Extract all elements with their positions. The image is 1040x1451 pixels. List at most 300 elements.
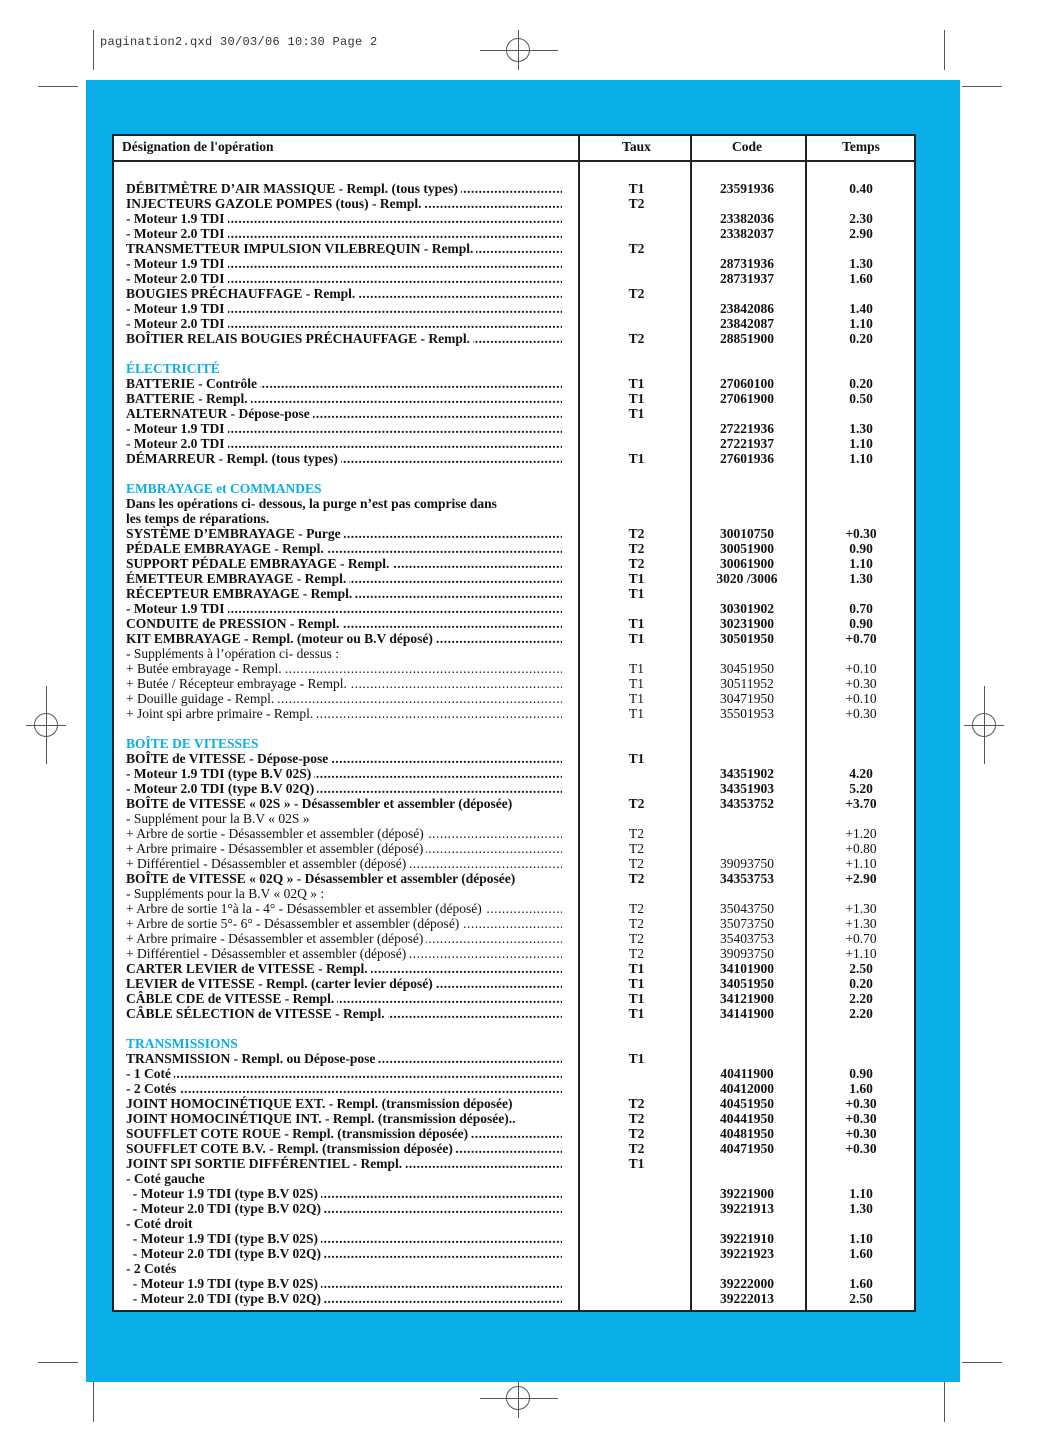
table-row bbox=[114, 706, 914, 721]
table-row bbox=[114, 301, 914, 316]
operations-table bbox=[112, 134, 916, 1312]
operation-designation: RÉCEPTEUR EMBRAYAGE - Rempl. ..... bbox=[126, 586, 562, 601]
cell-temps: +0.30 bbox=[845, 526, 877, 541]
cell-code: 39093750 bbox=[720, 856, 774, 871]
cell-code: 40451950 bbox=[720, 1096, 774, 1111]
operation-designation: - Moteur 2.0 TDI (type B.V 02Q) ..... bbox=[126, 781, 562, 796]
crop-mark bbox=[964, 725, 1004, 726]
operation-designation: SUPPORT PÉDALE EMBRAYAGE - Rempl. ..... bbox=[126, 556, 562, 571]
table-row bbox=[114, 451, 914, 466]
cell-taux: T2 bbox=[629, 826, 644, 841]
cell-taux: T1 bbox=[628, 616, 645, 631]
cell-code: 39221900 bbox=[720, 1186, 774, 1201]
operation-designation: JOINT HOMOCINÉTIQUE INT. - Rempl. (transmission déposée).. bbox=[126, 1111, 562, 1126]
operation-designation: CÂBLE CDE de VITESSE - Rempl. ..... bbox=[126, 991, 562, 1006]
operation-designation: + Arbre primaire - Désassembler et assembler (déposé) ..... bbox=[126, 931, 562, 946]
cell-temps: 1.40 bbox=[849, 301, 873, 316]
table-row bbox=[114, 421, 914, 436]
cell-code: 30231900 bbox=[720, 616, 774, 631]
cell-code: 34351902 bbox=[720, 766, 774, 781]
operation-designation: Dans les opérations ci- dessous, la purge n’est pas comprise dans bbox=[126, 496, 562, 511]
table-row bbox=[114, 1081, 914, 1096]
operation-designation: BOÎTE de VITESSE « 02S » - Désassembler et assembler (déposée) bbox=[126, 796, 562, 811]
operation-designation: + Arbre de sortie 1°à la - 4° - Désassembler et assembler (déposé) ..... bbox=[126, 901, 562, 916]
cell-temps: 5.20 bbox=[849, 781, 873, 796]
table-row bbox=[114, 946, 914, 961]
operation-designation: ÉMETTEUR EMBRAYAGE - Rempl. ..... bbox=[126, 571, 562, 586]
section-heading bbox=[114, 1036, 914, 1051]
cell-code: 34351903 bbox=[720, 781, 774, 796]
operation-designation: - Moteur 1.9 TDI ..... bbox=[126, 211, 562, 226]
cell-temps: +0.30 bbox=[845, 1141, 877, 1156]
table-row bbox=[114, 286, 914, 301]
cell-temps: 1.30 bbox=[849, 256, 873, 271]
cell-temps: +1.30 bbox=[845, 901, 877, 916]
cell-taux: T2 bbox=[629, 856, 644, 871]
cell-code: 40441950 bbox=[720, 1111, 774, 1126]
section-heading bbox=[114, 361, 914, 376]
cell-taux: T2 bbox=[629, 946, 644, 961]
cell-taux: T2 bbox=[629, 901, 644, 916]
cell-temps: 4.20 bbox=[849, 766, 873, 781]
operation-designation: JOINT HOMOCINÉTIQUE EXT. - Rempl. (transmission déposée) bbox=[126, 1096, 562, 1111]
table-header bbox=[114, 136, 914, 162]
cell-temps: +0.30 bbox=[845, 1111, 877, 1126]
cell-temps: 2.50 bbox=[849, 961, 873, 976]
cell-taux: T1 bbox=[628, 451, 645, 466]
operation-designation: - Moteur 1.9 TDI ..... bbox=[126, 421, 562, 436]
cell-taux: T1 bbox=[628, 391, 645, 406]
cell-taux: T1 bbox=[628, 961, 645, 976]
operation-designation: + Arbre de sortie - Désassembler et assembler (déposé) ..... bbox=[126, 826, 562, 841]
cell-temps: +0.70 bbox=[845, 931, 877, 946]
cell-temps: 1.60 bbox=[849, 271, 873, 286]
table-row bbox=[114, 1261, 914, 1276]
table-row bbox=[114, 766, 914, 781]
cell-code: 39221923 bbox=[720, 1246, 774, 1261]
table-row bbox=[114, 601, 914, 616]
cell-temps: 0.90 bbox=[849, 1066, 873, 1081]
operation-designation: BOÎTIER RELAIS BOUGIES PRÉCHAUFFAGE - Rempl. ..... bbox=[126, 331, 562, 346]
cell-temps: 1.60 bbox=[849, 1081, 873, 1096]
operation-designation: - Moteur 2.0 TDI ..... bbox=[126, 316, 562, 331]
cell-temps: 1.10 bbox=[849, 1231, 873, 1246]
operation-designation: - 1 Coté ..... bbox=[126, 1066, 562, 1081]
operation-designation: EMBRAYAGE et COMMANDES bbox=[126, 481, 562, 496]
cell-temps: 0.40 bbox=[849, 181, 873, 196]
operation-designation: + Butée / Récepteur embrayage - Rempl. ..... bbox=[126, 676, 562, 691]
cell-taux: T1 bbox=[629, 706, 644, 721]
operation-designation: - Moteur 1.9 TDI ..... bbox=[126, 256, 562, 271]
operation-designation: - Moteur 2.0 TDI (type B.V 02Q) ..... bbox=[126, 1246, 562, 1261]
cell-temps: 0.20 bbox=[849, 976, 873, 991]
operation-designation: - Moteur 1.9 TDI ..... bbox=[126, 301, 562, 316]
cell-code: 39221913 bbox=[720, 1201, 774, 1216]
operation-designation: BATTERIE - Contrôle ..... bbox=[126, 376, 562, 391]
operation-designation: - 2 Cotés bbox=[126, 1261, 562, 1276]
table-row bbox=[114, 541, 914, 556]
cell-code: 23382037 bbox=[720, 226, 774, 241]
cell-code: 30511952 bbox=[720, 676, 774, 691]
operation-designation: BATTERIE - Rempl. ..... bbox=[126, 391, 562, 406]
table-row bbox=[114, 676, 914, 691]
operation-designation: TRANSMISSION - Rempl. ou Dépose-pose ..... bbox=[126, 1051, 562, 1066]
header-temps: Temps bbox=[842, 139, 880, 154]
table-row bbox=[114, 661, 914, 676]
cell-taux: T1 bbox=[628, 976, 645, 991]
cell-taux: T1 bbox=[628, 751, 645, 766]
cell-temps: +3.70 bbox=[845, 796, 877, 811]
operation-designation: PÉDALE EMBRAYAGE - Rempl. ..... bbox=[126, 541, 562, 556]
table-row bbox=[114, 556, 914, 571]
operation-designation: SOUFFLET COTE ROUE - Rempl. (transmission déposée) ..... bbox=[126, 1126, 562, 1141]
operation-designation: - Coté droit bbox=[126, 1216, 562, 1231]
cell-code: 23842086 bbox=[720, 301, 774, 316]
cell-code: 40412000 bbox=[720, 1081, 774, 1096]
table-row bbox=[114, 616, 914, 631]
cell-code: 23591936 bbox=[720, 181, 774, 196]
cell-temps: +1.30 bbox=[845, 916, 877, 931]
cell-taux: T1 bbox=[629, 676, 644, 691]
table-row bbox=[114, 1246, 914, 1261]
cell-temps: 2.20 bbox=[849, 1006, 873, 1021]
table-row bbox=[114, 346, 914, 361]
cell-code: 34353752 bbox=[720, 796, 774, 811]
cell-code: 34353753 bbox=[720, 871, 774, 886]
cell-temps: 2.90 bbox=[849, 226, 873, 241]
cell-code: 23382036 bbox=[720, 211, 774, 226]
table-row bbox=[114, 901, 914, 916]
cell-taux: T2 bbox=[628, 1096, 645, 1111]
cell-code: 35403753 bbox=[720, 931, 774, 946]
table-row bbox=[114, 916, 914, 931]
table-row bbox=[114, 1126, 914, 1141]
crop-mark bbox=[480, 50, 558, 51]
operation-designation: SYSTÈME D’EMBRAYAGE - Purge ..... bbox=[126, 526, 562, 541]
cell-code: 39222000 bbox=[720, 1276, 774, 1291]
cell-code: 35501953 bbox=[720, 706, 774, 721]
cell-taux: T1 bbox=[628, 991, 645, 1006]
table-row bbox=[114, 526, 914, 541]
crop-mark bbox=[38, 1362, 78, 1363]
table-row bbox=[114, 751, 914, 766]
cell-taux: T2 bbox=[628, 1126, 645, 1141]
cell-temps: 2.30 bbox=[849, 211, 873, 226]
cell-code: 30451950 bbox=[720, 661, 774, 676]
operation-designation: les temps de réparations. bbox=[126, 511, 562, 526]
operation-designation: - Moteur 2.0 TDI ..... bbox=[126, 271, 562, 286]
cell-taux: T2 bbox=[628, 1141, 645, 1156]
cell-code: 27060100 bbox=[720, 376, 774, 391]
table-row bbox=[114, 631, 914, 646]
operation-designation: - Moteur 1.9 TDI (type B.V 02S) ..... bbox=[126, 1276, 562, 1291]
operation-designation: BOÎTE de VITESSE - Dépose-pose ..... bbox=[126, 751, 562, 766]
cell-temps: 1.10 bbox=[849, 556, 873, 571]
table-row bbox=[114, 406, 914, 421]
table-row bbox=[114, 511, 914, 526]
table-row bbox=[114, 1171, 914, 1186]
cell-taux: T1 bbox=[628, 586, 645, 601]
table-row bbox=[114, 391, 914, 406]
cell-temps: +0.70 bbox=[845, 631, 877, 646]
cell-taux: T2 bbox=[628, 286, 645, 301]
cell-taux: T2 bbox=[628, 331, 645, 346]
cell-temps: 1.30 bbox=[849, 571, 873, 586]
table-row bbox=[114, 1216, 914, 1231]
table-row bbox=[114, 496, 914, 511]
cell-temps: 1.10 bbox=[849, 316, 873, 331]
operation-designation: + Différentiel - Désassembler et assembler (déposé) ..... bbox=[126, 946, 562, 961]
table-row bbox=[114, 1156, 914, 1171]
cell-temps: +1.10 bbox=[845, 946, 877, 961]
table-row bbox=[114, 196, 914, 211]
operation-designation: TRANSMETTEUR IMPULSION VILEBREQUIN - Rempl. ..... bbox=[126, 241, 562, 256]
table-row bbox=[114, 1141, 914, 1156]
table-row bbox=[114, 1051, 914, 1066]
cell-temps: 1.10 bbox=[849, 451, 873, 466]
section-heading bbox=[114, 736, 914, 751]
header-designation: Désignation de l'opération bbox=[122, 139, 274, 154]
operation-designation: INJECTEURS GAZOLE POMPES (tous) - Rempl. ..... bbox=[126, 196, 562, 211]
operation-designation: - Moteur 2.0 TDI ..... bbox=[126, 226, 562, 241]
table-row bbox=[114, 721, 914, 736]
cell-taux: T2 bbox=[629, 841, 644, 856]
cell-code: 3020 /3006 bbox=[716, 571, 778, 586]
operation-designation: LEVIER de VITESSE - Rempl. (carter levier déposé) ..... bbox=[126, 976, 562, 991]
table-row bbox=[114, 1021, 914, 1036]
operation-designation: + Arbre primaire - Désassembler et assembler (déposé) ..... bbox=[126, 841, 562, 856]
crop-mark bbox=[93, 30, 94, 70]
header-taux: Taux bbox=[622, 139, 651, 154]
crop-mark bbox=[93, 1382, 94, 1422]
cell-code: 34051950 bbox=[720, 976, 774, 991]
operation-designation: - Moteur 1.9 TDI (type B.V 02S) ..... bbox=[126, 1231, 562, 1246]
table-row bbox=[114, 271, 914, 286]
table-row bbox=[114, 241, 914, 256]
cell-temps: +0.10 bbox=[845, 691, 877, 706]
cell-code: 27221937 bbox=[720, 436, 774, 451]
operation-designation: DÉBITMÈTRE D’AIR MASSIQUE - Rempl. (tous types) ..... bbox=[126, 181, 562, 196]
cell-taux: T2 bbox=[628, 526, 645, 541]
cell-code: 40411900 bbox=[720, 1066, 774, 1081]
operation-designation: JOINT SPI SORTIE DIFFÉRENTIEL - Rempl. ..... bbox=[126, 1156, 562, 1171]
cell-taux: T2 bbox=[629, 916, 644, 931]
cell-temps: 0.50 bbox=[849, 391, 873, 406]
crop-mark bbox=[38, 86, 78, 87]
cell-taux: T1 bbox=[628, 1156, 645, 1171]
cell-code: 39221910 bbox=[720, 1231, 774, 1246]
section-heading bbox=[114, 481, 914, 496]
table-row bbox=[114, 841, 914, 856]
table-row bbox=[114, 1066, 914, 1081]
operation-designation: TRANSMISSIONS bbox=[126, 1036, 562, 1051]
cell-code: 39222013 bbox=[720, 1291, 774, 1306]
cell-temps: 0.20 bbox=[849, 376, 873, 391]
operation-designation: - Moteur 1.9 TDI (type B.V 02S) ..... bbox=[126, 1186, 562, 1201]
cell-code: 39093750 bbox=[720, 946, 774, 961]
crop-mark bbox=[480, 1398, 558, 1399]
table-row bbox=[114, 991, 914, 1006]
table-row bbox=[114, 1006, 914, 1021]
operation-designation: + Butée embrayage - Rempl. ..... bbox=[126, 661, 562, 676]
table-row bbox=[114, 1096, 914, 1111]
cell-temps: 1.10 bbox=[849, 436, 873, 451]
crop-mark bbox=[944, 30, 945, 70]
cell-code: 28851900 bbox=[720, 331, 774, 346]
cell-temps: +0.30 bbox=[845, 1096, 877, 1111]
table-row bbox=[114, 646, 914, 661]
table-row bbox=[114, 826, 914, 841]
header-code: Code bbox=[732, 139, 762, 154]
table-row bbox=[114, 1291, 914, 1306]
cell-temps: +1.20 bbox=[845, 826, 877, 841]
table-row bbox=[114, 1231, 914, 1246]
table-row bbox=[114, 256, 914, 271]
operation-designation: - Suppléments pour la B.V « 02Q » : bbox=[126, 886, 562, 901]
cell-code: 34101900 bbox=[720, 961, 774, 976]
operation-designation: SOUFFLET COTE B.V. - Rempl. (transmission déposée) ..... bbox=[126, 1141, 562, 1156]
table-row bbox=[114, 1276, 914, 1291]
table-row bbox=[114, 781, 914, 796]
table-row bbox=[114, 931, 914, 946]
cell-code: 27601936 bbox=[720, 451, 774, 466]
cell-temps: 1.10 bbox=[849, 1186, 873, 1201]
operation-designation: - Supplément pour la B.V « 02S » bbox=[126, 811, 562, 826]
operation-designation: - Moteur 1.9 TDI (type B.V 02S) ..... bbox=[126, 766, 562, 781]
cell-temps: +0.80 bbox=[845, 841, 877, 856]
cell-code: 40471950 bbox=[720, 1141, 774, 1156]
table-row bbox=[114, 571, 914, 586]
cell-code: 30010750 bbox=[720, 526, 774, 541]
cell-code: 27221936 bbox=[720, 421, 774, 436]
table-row bbox=[114, 856, 914, 871]
table-row bbox=[114, 1186, 914, 1201]
table-row bbox=[114, 331, 914, 346]
operation-designation: BOÎTE de VITESSE « 02Q » - Désassembler et assembler (déposée) bbox=[126, 871, 562, 886]
table-row bbox=[114, 316, 914, 331]
table-row bbox=[114, 811, 914, 826]
cell-code: 23842087 bbox=[720, 316, 774, 331]
operation-designation: - Moteur 2.0 TDI (type B.V 02Q) ..... bbox=[126, 1201, 562, 1216]
operation-designation: + Arbre de sortie 5°- 6° - Désassembler et assembler (déposé) ..... bbox=[126, 916, 562, 931]
table-row bbox=[114, 796, 914, 811]
cell-code: 40481950 bbox=[720, 1126, 774, 1141]
cell-temps: 1.60 bbox=[849, 1276, 873, 1291]
cell-code: 30051900 bbox=[720, 541, 774, 556]
cell-temps: 0.90 bbox=[849, 616, 873, 631]
cell-code: 34121900 bbox=[720, 991, 774, 1006]
table-row bbox=[114, 1201, 914, 1216]
cell-taux: T1 bbox=[629, 691, 644, 706]
operation-designation: - 2 Cotés ..... bbox=[126, 1081, 562, 1096]
crop-mark bbox=[962, 86, 1002, 87]
operation-designation: - Moteur 1.9 TDI ..... bbox=[126, 601, 562, 616]
cell-temps: 1.30 bbox=[849, 1201, 873, 1216]
cell-temps: 0.90 bbox=[849, 541, 873, 556]
cell-taux: T2 bbox=[628, 796, 645, 811]
table-row bbox=[114, 181, 914, 196]
cell-code: 27061900 bbox=[720, 391, 774, 406]
operation-designation: CARTER LEVIER de VITESSE - Rempl. ..... bbox=[126, 961, 562, 976]
cell-taux: T2 bbox=[628, 196, 645, 211]
table-row bbox=[114, 436, 914, 451]
cell-taux: T1 bbox=[628, 376, 645, 391]
operation-designation: + Différentiel - Désassembler et assembler (déposé) ..... bbox=[126, 856, 562, 871]
cell-taux: T2 bbox=[629, 931, 644, 946]
cell-temps: 2.20 bbox=[849, 991, 873, 1006]
cell-temps: +1.10 bbox=[845, 856, 877, 871]
operation-designation: - Coté gauche bbox=[126, 1171, 562, 1186]
cell-code: 30061900 bbox=[720, 556, 774, 571]
cell-code: 28731936 bbox=[720, 256, 774, 271]
cell-temps: +0.30 bbox=[845, 676, 877, 691]
crop-mark bbox=[962, 1362, 1002, 1363]
cell-temps: 0.70 bbox=[849, 601, 873, 616]
operation-designation: - Suppléments à l’opération ci- dessus : bbox=[126, 646, 562, 661]
operation-designation: + Douille guidage - Rempl. ..... bbox=[126, 691, 562, 706]
operation-designation: + Joint spi arbre primaire - Rempl. ..... bbox=[126, 706, 562, 721]
cell-taux: T2 bbox=[628, 1111, 645, 1126]
cell-temps: 1.60 bbox=[849, 1246, 873, 1261]
cell-temps: +0.10 bbox=[845, 661, 877, 676]
cell-taux: T2 bbox=[628, 241, 645, 256]
table-row bbox=[114, 871, 914, 886]
cell-taux: T2 bbox=[628, 556, 645, 571]
cell-temps: 0.20 bbox=[849, 331, 873, 346]
cell-code: 35043750 bbox=[720, 901, 774, 916]
cell-code: 28731937 bbox=[720, 271, 774, 286]
cell-code: 30471950 bbox=[720, 691, 774, 706]
table-row bbox=[114, 226, 914, 241]
cell-code: 30501950 bbox=[720, 631, 774, 646]
cell-temps: 2.50 bbox=[849, 1291, 873, 1306]
cell-taux: T2 bbox=[628, 871, 645, 886]
cell-taux: T1 bbox=[628, 571, 645, 586]
cell-code: 30301902 bbox=[720, 601, 774, 616]
cell-taux: T1 bbox=[628, 631, 645, 646]
operation-designation: CÂBLE SÉLECTION de VITESSE - Rempl. ..... bbox=[126, 1006, 562, 1021]
operation-designation: - Moteur 2.0 TDI ..... bbox=[126, 436, 562, 451]
cell-temps: 1.30 bbox=[849, 421, 873, 436]
cell-taux: T1 bbox=[628, 1051, 645, 1066]
cell-taux: T1 bbox=[628, 181, 645, 196]
operation-designation: ALTERNATEUR - Dépose-pose ..... bbox=[126, 406, 562, 421]
operation-designation: DÉMARREUR - Rempl. (tous types) ..... bbox=[126, 451, 562, 466]
cell-taux: T2 bbox=[628, 541, 645, 556]
operation-designation: - Moteur 2.0 TDI (type B.V 02Q) ..... bbox=[126, 1291, 562, 1306]
operation-designation: CONDUITE de PRESSION - Rempl. ..... bbox=[126, 616, 562, 631]
table-row bbox=[114, 166, 914, 181]
cell-taux: T1 bbox=[629, 661, 644, 676]
cell-temps: +2.90 bbox=[845, 871, 877, 886]
operation-designation: BOÎTE DE VITESSES bbox=[126, 736, 562, 751]
cell-temps: +0.30 bbox=[845, 706, 877, 721]
cell-taux: T1 bbox=[628, 406, 645, 421]
table-row bbox=[114, 211, 914, 226]
table-row bbox=[114, 1111, 914, 1126]
table-row bbox=[114, 376, 914, 391]
crop-mark bbox=[944, 1382, 945, 1422]
cell-code: 35073750 bbox=[720, 916, 774, 931]
operation-designation: BOUGIES PRÉCHAUFFAGE - Rempl. ..... bbox=[126, 286, 562, 301]
table-row bbox=[114, 961, 914, 976]
crop-mark bbox=[26, 725, 66, 726]
operation-designation: KIT EMBRAYAGE - Rempl. (moteur ou B.V déposé) ..... bbox=[126, 631, 562, 646]
cell-code: 34141900 bbox=[720, 1006, 774, 1021]
cell-taux: T1 bbox=[628, 1006, 645, 1021]
table-row bbox=[114, 466, 914, 481]
operation-designation: ÉLECTRICITÉ bbox=[126, 361, 562, 376]
